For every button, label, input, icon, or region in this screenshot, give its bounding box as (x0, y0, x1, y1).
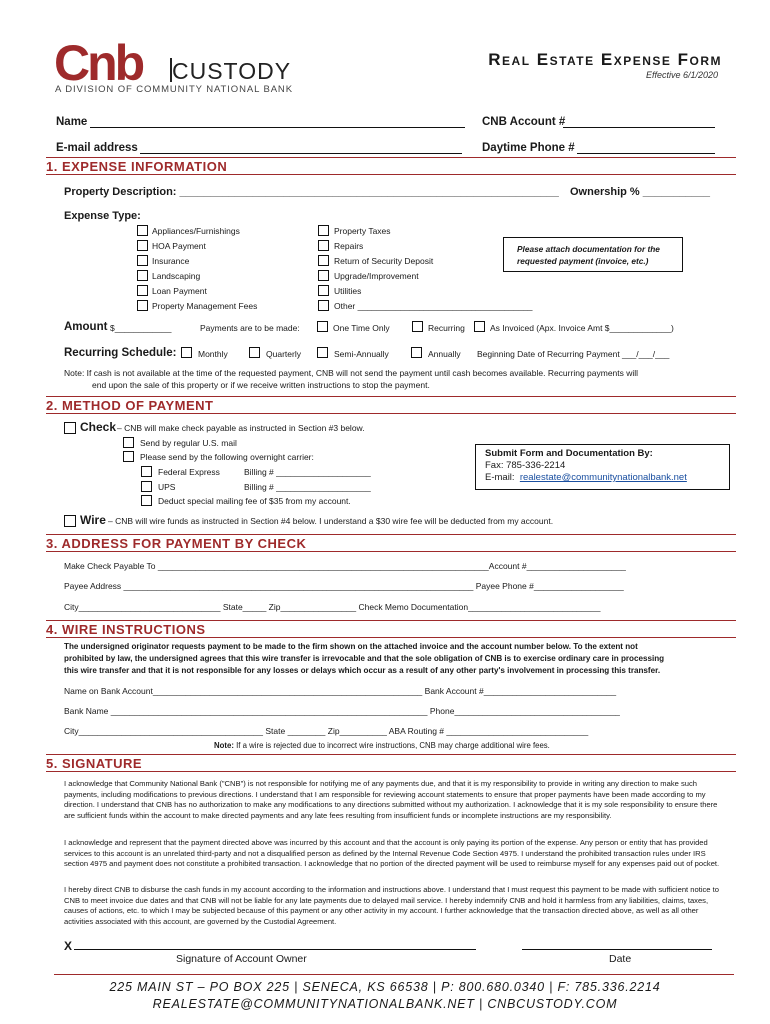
phone-label: Daytime Phone # (482, 142, 575, 154)
landscaping-label: Landscaping (152, 271, 201, 281)
ownership-field[interactable]: Ownership % ___________ (570, 186, 711, 198)
expense-type-label: Expense Type: (64, 210, 141, 222)
checkbox-wire[interactable] (64, 515, 76, 527)
check-description: – CNB will make check payable as instructed in Section #3 below. (117, 423, 365, 433)
section-1-title: 1. EXPENSE INFORMATION (46, 159, 228, 174)
check-payable-line[interactable]: Make Check Payable To ______________________________________________________________________Account #_____________________ (64, 561, 626, 571)
account-label: CNB Account # (482, 116, 566, 128)
attach-note-line-2: requested payment (invoice, etc.) (517, 256, 649, 266)
utilities-label: Utilities (334, 286, 362, 296)
name-field[interactable] (90, 127, 465, 128)
checkbox-check[interactable] (64, 422, 76, 434)
fedex-billing-field[interactable]: Billing # ____________________ (244, 467, 371, 477)
checkbox-ups[interactable] (141, 481, 152, 492)
date-field[interactable] (522, 949, 712, 950)
attach-note-line-1: Please attach documentation for the (517, 244, 660, 254)
checkbox-insurance[interactable] (137, 255, 148, 266)
logo-cnb: Cnb (54, 35, 143, 91)
loan-payment-label: Loan Payment (152, 286, 207, 296)
signature-x: X (64, 939, 73, 953)
checkbox-quarterly[interactable] (249, 347, 260, 358)
wire-note (214, 741, 550, 750)
ups-label: UPS (158, 482, 176, 492)
attach-documentation-note (503, 237, 683, 272)
section-2-title: 2. METHOD OF PAYMENT (46, 398, 214, 413)
wire-intro-2: prohibited by law, the undersigned agrees that this wire transfer is irrevocable and that the sole obligation of CNB is to exercise ordinary care in processing (64, 654, 665, 663)
payments-made-label: Payments are to be made: (200, 323, 300, 333)
logo-custody: CUSTODY (172, 58, 292, 84)
wire-note-label: Note: (214, 741, 234, 750)
signature-field[interactable] (74, 949, 476, 950)
repairs-label: Repairs (334, 241, 364, 251)
wire-label: Wire (80, 513, 106, 527)
property-description-field[interactable]: Property Description: ______________________________________________________________ (64, 186, 559, 198)
semi-annually-label: Semi-Annually (334, 349, 389, 359)
note-line-1: Note: If cash is not available at the time of the requested payment, CNB will not send the payment until cash becomes available. Recurring payments will (64, 368, 639, 378)
property-taxes-label: Property Taxes (334, 226, 391, 236)
checkbox-recurring[interactable] (412, 321, 423, 332)
one-time-label: One Time Only (333, 323, 390, 333)
monthly-label: Monthly (198, 349, 228, 359)
submit-email-label: E-mail: (485, 472, 515, 483)
checkbox-property-mgmt[interactable] (137, 300, 148, 311)
submit-fax: Fax: 785-336-2214 (485, 460, 566, 471)
regular-mail-label: Send by regular U.S. mail (140, 438, 237, 448)
checkbox-hoa[interactable] (137, 240, 148, 251)
section-3-title: 3. ADDRESS FOR PAYMENT BY CHECK (46, 536, 307, 551)
check-city-line[interactable]: City______________________________ State_____ Zip________________ Check Memo Documentation____________________________ (64, 602, 601, 612)
section-2-header (46, 396, 736, 414)
security-deposit-label: Return of Security Deposit (334, 256, 434, 266)
amount-field[interactable]: $____________ (110, 323, 172, 333)
fedex-label: Federal Express (158, 467, 220, 477)
recurring-schedule-label: Recurring Schedule: (64, 347, 177, 359)
signature-paragraph-1: I acknowledge that Community National Bank ("CNB") is not responsible for notifying me of any payments due, and that it is my responsibility to provide in writing any direction to make such payments, including modifications to previous directions. I understand that I am responsible for reviewing account statements to ensure that proper payments have been made according to my direction. I understand that CNB has no authorization to make any modifications to any directions submitted without my authorization. I acknowledge that it is my sole responsibility to ensure there are sufficient funds within the account to make directed payments and any late fees resulting from insufficient funds or incomplete instructions are my responsibility. (64, 779, 718, 820)
wire-intro-1: The undersigned originator requests payment to be made to the firm shown on the attached invoice and the account number below. To the extent not (64, 642, 638, 651)
footer-divider (54, 974, 734, 975)
signature-label: Signature of Account Owner (176, 953, 307, 965)
submit-title: Submit Form and Documentation By: (485, 448, 653, 459)
checkbox-semi-annually[interactable] (317, 347, 328, 358)
section-5-header (46, 754, 736, 772)
form-title: Real Estate Expense Form (488, 50, 722, 69)
amount-label: Amount (64, 321, 108, 333)
checkbox-loan-payment[interactable] (137, 285, 148, 296)
section-5-title: 5. SIGNATURE (46, 756, 143, 771)
submit-email-row (485, 472, 729, 484)
checkbox-regular-mail[interactable] (123, 437, 134, 448)
check-label: Check (80, 420, 117, 434)
checkbox-deduct-fee[interactable] (141, 495, 152, 506)
email-label: E-mail address (56, 142, 138, 154)
footer-address: 225 MAIN ST – PO BOX 225 | SENECA, KS 66538 | P: 800.680.0340 | F: 785.336.2214 (109, 980, 661, 994)
section-1-header (46, 157, 736, 175)
overnight-label: Please send by the following overnight carrier: (140, 452, 314, 462)
bank-account-name-line[interactable]: Name on Bank Account_________________________________________________________ Bank Account #____________________________ (64, 686, 617, 696)
checkbox-property-taxes[interactable] (318, 225, 329, 236)
effective-date: Effective 6/1/2020 (645, 70, 718, 80)
beginning-date-field[interactable]: Beginning Date of Recurring Payment ___/___/___ (477, 349, 670, 359)
checkbox-appliances[interactable] (137, 225, 148, 236)
checkbox-overnight[interactable] (123, 451, 134, 462)
quarterly-label: Quarterly (266, 349, 301, 359)
wire-intro-3: this wire transfer and that it is not responsible for any losses or delays which occur as a result of any other party's involvement in processing this transfer. (64, 666, 661, 675)
annually-label: Annually (428, 349, 461, 359)
date-label: Date (609, 953, 632, 965)
checkbox-monthly[interactable] (181, 347, 192, 358)
note-line-2: end upon the sale of this property or if we receive written instructions to stop the payment. (92, 380, 430, 390)
signature-paragraph-3: I hereby direct CNB to disburse the cash funds in my account according to the information and instructions above. I understand that I must request this payment to be made with sufficient notice to CNB to meet invoice due dates and that CNB will not be liable for any late payments due to delayed mail service. I hereby indemnify CNB and hold it harmless from any liabilities, claims, taxes, causes of actions, etc. to which I may be subjected because of this payment or any other activity in my account. I further acknowledge that the transaction directed above, as well as all other activities associated with this account, are governed by the Custodial Agreement. (64, 885, 719, 926)
footer-web: REALESTATE@COMMUNITYNATIONALBANK.NET | CNBCUSTODY.COM (152, 997, 618, 1011)
checkbox-annually[interactable] (411, 347, 422, 358)
checkbox-landscaping[interactable] (137, 270, 148, 281)
insurance-label: Insurance (152, 256, 190, 266)
as-invoiced-field[interactable]: As Invoiced (Apx. Invoice Amt $_____________) (490, 323, 674, 333)
property-mgmt-label: Property Management Fees (152, 301, 258, 311)
checkbox-one-time[interactable] (317, 321, 328, 332)
phone-field[interactable] (577, 153, 715, 154)
checkbox-repairs[interactable] (318, 240, 329, 251)
wire-note-text: If a wire is rejected due to incorrect wire instructions, CNB may charge additional wire fees. (236, 741, 550, 750)
hoa-label: HOA Payment (152, 241, 206, 251)
wire-city-line[interactable]: City_______________________________________ State ________ Zip__________ ABA Routing # ______________________________ (64, 726, 589, 736)
account-field[interactable] (563, 127, 715, 128)
checkbox-utilities[interactable] (318, 285, 329, 296)
signature-paragraph-2: I acknowledge and represent that the payment directed above was incurred by this account and that the account is only paying its portion of the expense. Any person or entity that has provided services to this account is an unrelated third-party and not a disqualified person as defined by the Internal Revenue Code Section 4975. I understand the prohibited transaction rules under IRS section 4975 and payment does not constitute a prohibited transaction. I acknowledge that no portion of the directed payment will be used to reimburse myself for any expenses paid out of pocket. (64, 838, 720, 868)
checkbox-as-invoiced[interactable] (474, 321, 485, 332)
other-field[interactable]: Other _____________________________________ (334, 301, 533, 311)
wire-description: – CNB will wire funds as instructed in Section #4 below. I understand a $30 wire fee will be deducted from my account. (108, 516, 554, 526)
section-3-header (46, 534, 736, 552)
checkbox-other[interactable] (318, 300, 329, 311)
appliances-label: Appliances/Furnishings (152, 226, 240, 236)
recurring-label: Recurring (428, 323, 465, 333)
checkbox-security-deposit[interactable] (318, 255, 329, 266)
ups-billing-field[interactable]: Billing # ____________________ (244, 482, 371, 492)
deduct-fee-label: Deduct special mailing fee of $35 from my account. (158, 496, 351, 506)
submit-info-box (475, 444, 730, 490)
submit-email-link[interactable]: realestate@communitynationalbank.net (519, 472, 687, 483)
checkbox-fedex[interactable] (141, 466, 152, 477)
upgrade-label: Upgrade/Improvement (334, 271, 419, 281)
name-label: Name (56, 116, 88, 128)
logo-division-text: A DIVISION OF COMMUNITY NATIONAL BANK (55, 84, 293, 95)
bank-name-line[interactable]: Bank Name ___________________________________________________________________ Phone___________________________________ (64, 706, 620, 716)
section-4-title: 4. WIRE INSTRUCTIONS (46, 622, 206, 637)
checkbox-upgrade[interactable] (318, 270, 329, 281)
payee-address-line[interactable]: Payee Address __________________________________________________________________________ Payee Phone #___________________ (64, 581, 624, 591)
email-field[interactable] (140, 153, 462, 154)
section-4-header (46, 620, 736, 638)
